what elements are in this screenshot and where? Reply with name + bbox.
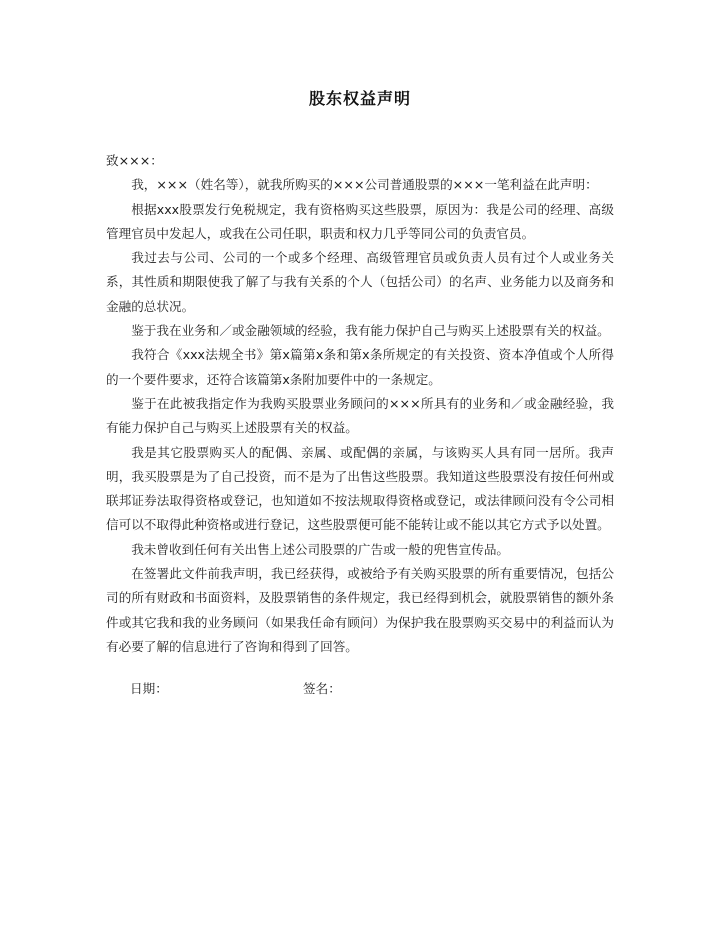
paragraph-declaration-intro: 我，×××（姓名等），就我所购买的×××公司普通股票的×××一笔利益在此声明： — [131, 177, 598, 193]
document-title: 股东权益声明 — [308, 89, 411, 108]
paragraph-relationship: 我过去与公司、公司的一个或多个经理、高级管理官员或负责人员有过个人或业务关系，其性质和期限使我了解了与我有关系的个人（包括公司）的名声、业务能力以及商务和金融的总状况。 — [106, 250, 614, 314]
signature-label: 签名： — [303, 681, 341, 696]
document-body — [106, 149, 614, 659]
date-label: 日期： — [130, 681, 168, 696]
signature-row — [130, 678, 530, 698]
paragraph-eligibility: 根据xxx股票发行免税规定，我有资格购买这些股票，原因为：我是公司的经理、高级管理官员中发起人，或我在公司任职，职责和权力几乎等同公司的负责官员。 — [106, 201, 614, 241]
paragraph-advisor: 鉴于在此被我指定作为我购买股票业务顾问的×××所具有的业务和／或金融经验，我有能力保护自己与购买上述股票有关的权益。 — [106, 395, 614, 436]
paragraph-no-advertising: 我未曾收到任何有关出售上述公司股票的广告或一般的兜售宣传品。 — [131, 541, 509, 557]
paragraph-spouse-investment: 我是其它股票购买人的配偶、亲属、或配偶的亲属，与该购买人具有同一居所。我声明，我买股票是为了自己投资，而不是为了出售这些股票。我知道这些股票没有按任何州或联邦证券法取得资格或登记，也知道如不按法规取得资格或登记，或法律顾问没有令公司相信可以不取得此种资格或进行登记，这些股票便可能不能转让或不能以其它方式予以处置。 — [106, 444, 614, 533]
paragraph-requirements: 我符合《xxx法规全书》第x篇第x条和第x条所规定的有关投资、资本净值或个人所得的一个要件要求，还符合该篇第x条附加要件中的一条规定。 — [106, 347, 614, 387]
paragraph-experience: 鉴于我在业务和／或金融领域的经验，我有能力保护自己与购买上述股票有关的权益。 — [131, 323, 610, 339]
salutation: 致×××： — [106, 153, 163, 168]
paragraph-information-received: 在签署此文件前我声明，我已经获得，或被给予有关购买股票的所有重要情况，包括公司的所有财政和书面资料，及股票销售的条件规定，我已经得到机会，就股票销售的额外条件或其它我和我的业务顾问（如果我任命有顾问）为保护我在股票购买交易中的利益而认为有必要了解的信息进行了咨询和得到了回答。 — [106, 566, 614, 654]
